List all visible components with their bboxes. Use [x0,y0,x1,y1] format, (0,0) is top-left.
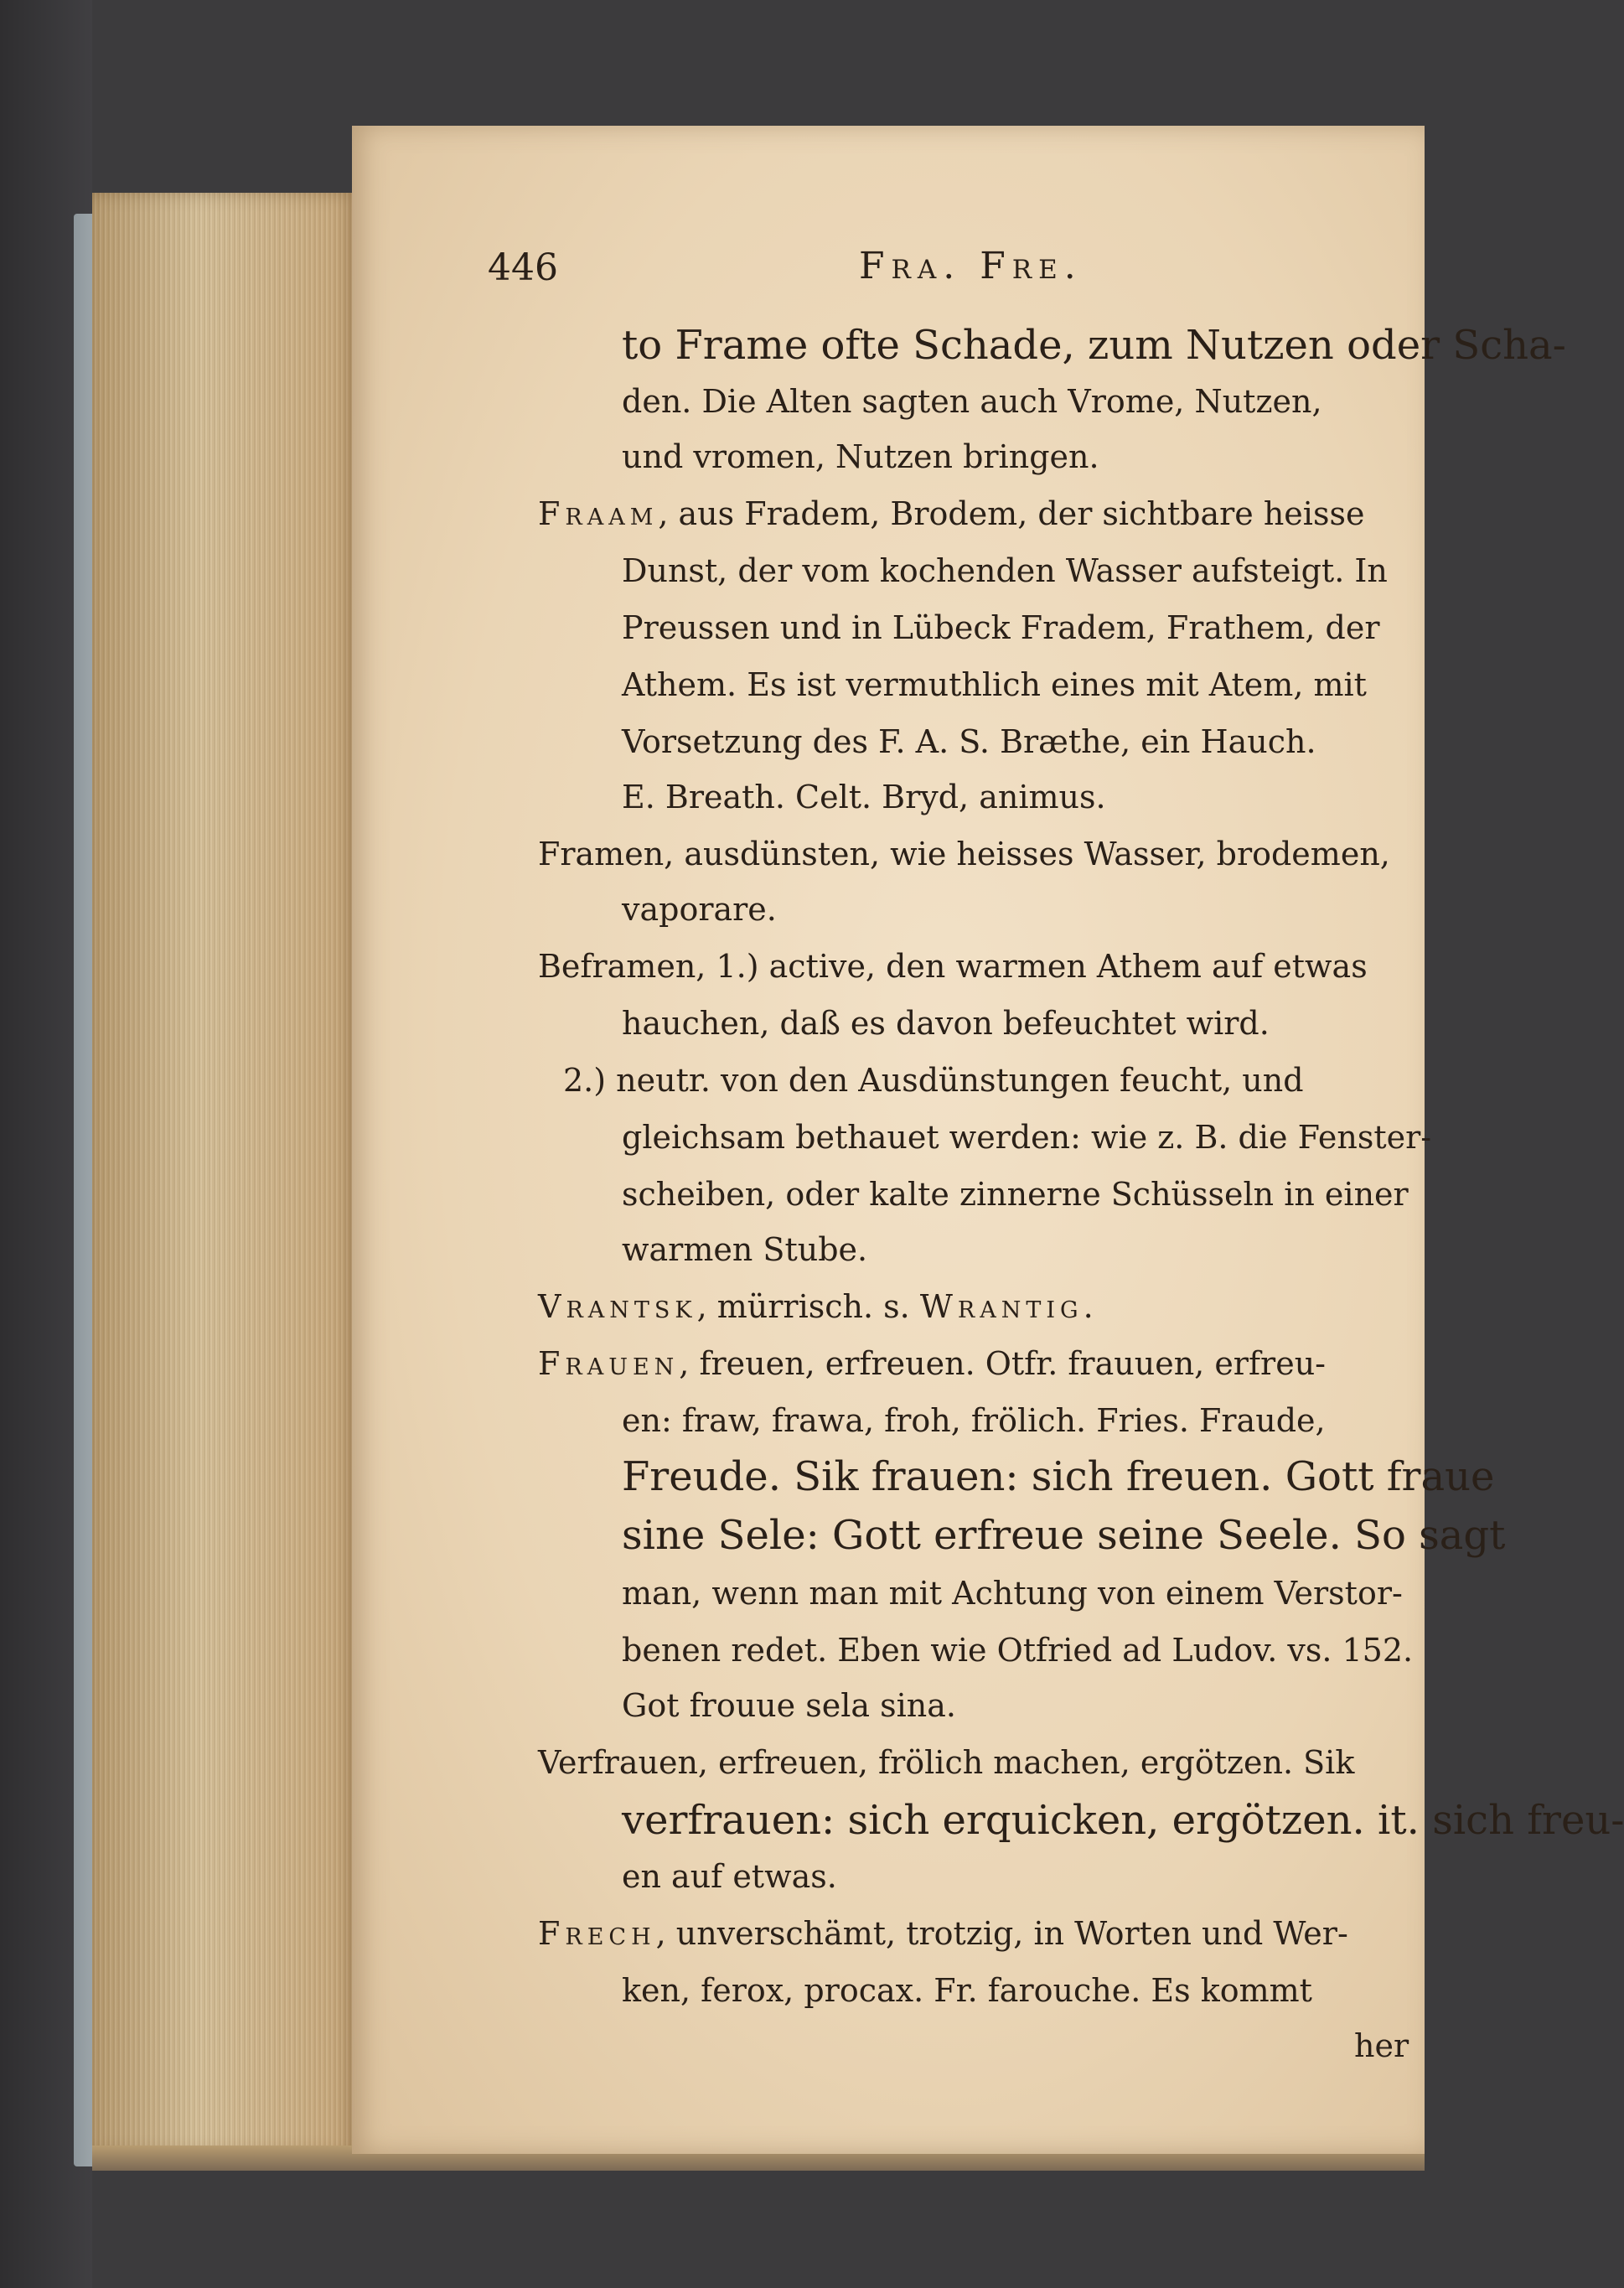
text-line [622,1687,956,1724]
text-line [622,1575,1403,1612]
text-span: hauchen, daß es davon befeuchtet wird. [622,1005,1270,1042]
text-span: , unverschämt, trotzig, in Worten und Wer- [655,1915,1348,1952]
text-line [622,1231,868,1268]
cross-reference: Wrantig [919,1288,1084,1325]
text-span: Preussen und in Lübeck Fradem, Frathem, der [622,609,1380,646]
headword: Vrantsk [538,1288,697,1325]
text-line [622,609,1380,646]
page-edges [92,193,356,2154]
text-line [622,383,1322,420]
text-span: Freude. Sik frauen: sich freuen. Gott fraue [622,1453,1495,1500]
text-line [622,1972,1312,2009]
headword: Frauen [538,1345,680,1382]
text-span: scheiben, oder kalte zinnerne Schüsseln in einer [622,1176,1409,1213]
entry-line [538,495,1365,532]
text-line [622,438,1099,475]
text-span: verfrauen: sich erquicken, ergötzen. it. sich freu- [622,1797,1624,1844]
text-span: vaporare. [622,891,777,928]
text-span: warmen Stube. [622,1231,868,1268]
text-line [622,1005,1270,1042]
text-line [622,723,1316,760]
text-span: E. Breath. Celt. Bryd, animus. [622,779,1106,815]
text-line [622,1402,1326,1439]
entry-line [538,1915,1348,1952]
text-line [622,1512,1506,1559]
text-line [622,1119,1432,1156]
book-page [352,126,1624,2154]
text-span: Verfrauen, erfreuen, frölich machen, ergötzen. Sik [538,1744,1355,1781]
catchword [1354,2027,1409,2064]
text-line [622,1176,1409,1213]
text-span: , aus Fradem, Brodem, der sichtbare heisse [658,495,1365,532]
page-number: 446 [488,246,558,289]
text-span: den. Die Alten sagten auch Vrome, Nutzen, [622,383,1322,420]
text-span: 2.) neutr. von den Ausdünstungen feucht, und [563,1062,1304,1099]
entry-line [538,948,1368,985]
text-span: benen redet. Eben wie Otfried ad Ludov. vs. 152. [622,1632,1414,1669]
text-line [622,666,1367,703]
entry-line [538,1288,1094,1325]
entry-line [538,1345,1327,1382]
text-line [622,1858,837,1895]
text-span: . [1083,1288,1094,1325]
text-span: Got frouue sela sina. [622,1687,956,1724]
entry-line [538,1744,1355,1781]
text-span: ken, ferox, procax. Fr. farouche. Es kommt [622,1972,1312,2009]
text-span: man, wenn man mit Achtung von einem Verstor- [622,1575,1403,1612]
text-line [622,322,1566,369]
text-line [622,1797,1624,1844]
headword: Fraam [538,495,659,532]
text-line [622,1453,1495,1500]
text-line [622,891,777,928]
text-line [563,1062,1304,1099]
running-head: Fra. Fre. [859,245,1083,287]
text-span: her [1354,2027,1409,2064]
text-span: Beframen, 1.) active, den warmen Athem auf etwas [538,948,1368,985]
text-line [622,1632,1414,1669]
entry-line [538,838,1390,870]
text-line [622,552,1388,589]
text-span: en auf etwas. [622,1858,837,1895]
text-span: , freuen, erfreuen. Otfr. frauuen, erfreu- [679,1345,1327,1382]
text-span: Framen, ausdünsten, wie heisses Wasser, brodemen, [538,836,1390,872]
text-span: Dunst, der vom kochenden Wasser aufsteigt. In [622,552,1388,589]
text-span: sine Sele: Gott erfreue seine Seele. So sagt [622,1512,1506,1559]
text-span: to Frame ofte Schade, zum Nutzen oder Scha- [622,322,1566,369]
text-span: gleichsam bethauet werden: wie z. B. die Fenster- [622,1119,1432,1156]
headword: Frech [538,1915,656,1952]
text-span: en: fraw, frawa, froh, frölich. Fries. Fraude, [622,1402,1326,1439]
text-span: Vorsetzung des F. A. S. Bræthe, ein Hauch. [622,723,1316,760]
text-span: Athem. Es ist vermuthlich eines mit Atem, mit [622,666,1367,703]
text-span: und vromen, Nutzen bringen. [622,438,1099,475]
text-line [622,781,1106,813]
text-span: , mürrisch. s. [696,1288,920,1325]
